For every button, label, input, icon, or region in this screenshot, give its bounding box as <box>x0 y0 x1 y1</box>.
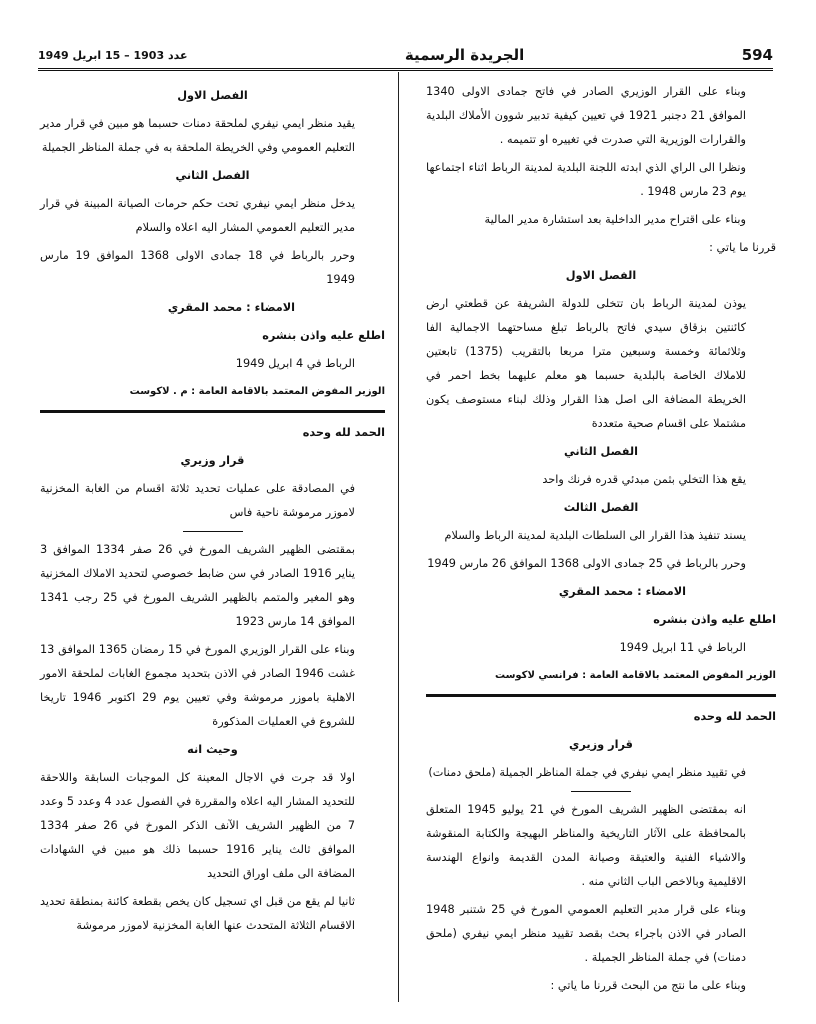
page-number: 594 <box>741 46 773 64</box>
right-column <box>426 80 776 1002</box>
chapter-title: الفصل الاول <box>565 269 637 282</box>
whereas: وحيث انه <box>187 743 238 756</box>
left-column <box>40 80 385 942</box>
seen-date: الرباط في 4 ابريل 1949 <box>235 357 355 370</box>
done-at: وحرر بالرباط في 25 جمادى الاولى 1368 الموافق 26 مارس 1949 <box>427 557 746 570</box>
paragraph: وبناء على ما نتج من البحث قررنا ما ياتي : <box>550 979 746 992</box>
paragraph: وبناء على اقتراح مدير الداخلية بعد استشارة مدير المالية <box>484 213 746 226</box>
paragraph: قررنا ما ياتي : <box>709 241 776 254</box>
column-divider <box>398 72 399 1002</box>
chapter-text: يوذن لمدينة الرباط بان تتخلى للدولة الشريفة عن قطعتي ارض كائنتين بزقاق سيدي فاتح بالرباط تبلغ مساحتهما الاجمالية الفا وثلاثمائة وخمسة وسبعين مترا مربعا بالتقريب (1375) تابعتين للاملاك الخاصة بالبلدية حسبما هو معلم عليهما بخط احمر في الخريطة المضافة الى اصل هذا القرار وذلك لبناء مستوصف يكون مشتملا على اقسام صحية متعددة <box>426 297 746 430</box>
paragraph: اولا قد جرت في الاجال المعينة كل الموجبات السابقة واللاحقة للتحديد المشار اليه اعلاه والمقررة في الفصول عدد 4 وعدد 5 وعدد 7 من الظهير الشريف الآنف الذكر المورخ في 26 صفر 1334 الموافق ثالث يناير 1916 حسبما ذلك هو مبين في الشهادات المضافة الى ملف اوراق التحديد <box>40 771 355 880</box>
section-divider <box>426 694 776 697</box>
paragraph: وبناء على القرار الوزيري المورخ في 15 رمضان 1365 الموافق 13 غشت 1946 الصادر في الاذن بتحديد مجموع الغابات لملحقة الامور الاهلية باموزر مرموشة وفي تعيين يوم 29 اكتوبر 1946 تاريخا للشروع في العمليات المذكورة <box>40 643 356 728</box>
chapter-title: الفصل الثاني <box>563 445 639 458</box>
paragraph: وبناء على قرار مدير التعليم العمومي المورخ في 25 شتنبر 1948 الصادر في الاذن باجراء بحث بقصد تقييد منظر ايمي نيفري (ملحق دمنات) في جملة المناظر الجميلة . <box>426 903 746 964</box>
gazette-title: الجريدة الرسمية <box>404 46 525 64</box>
masthead <box>38 42 773 71</box>
paragraph: بمقتضى الظهير الشريف المورخ في 26 صفر 1334 الموافق 3 يناير 1916 الصادر في سن ضابط خصوصي لتحديد الاملاك المخزنية وهو المغير والمتمم بالظهير الشريف المورخ في 25 رجب 1341 الموافق 14 مارس 1923 <box>40 543 356 628</box>
paragraph: ونظرا الى الراي الذي ابدته اللجنة البلدية لمدينة الرباط اثناء اجتماعها يوم 23 مارس 1948 . <box>426 161 746 198</box>
chapter-text: يدخل منظر ايمي نيفري تحت حكم حرمات الصيانة المبينة في قرار مدير التعليم العمومي المشار اليه اعلاه والسلام <box>40 197 355 234</box>
paragraph: انه بمقتضى الظهير الشريف المورخ في 21 يوليو 1945 المتعلق بالمحافظة على الآثار التاريخية والمناظر البهيجة والكتابة المنقوشة والاشياء الفنية والعتيقة وصيانة المدن القديمة وانواع الهندسة الاقليمية وبالاخص الباب الثاني منه . <box>426 803 746 888</box>
decree-subject: في تقييد منظر ايمي نيفري في جملة المناظر الجميلة (ملحق دمنات) <box>428 766 746 779</box>
seen-statement: اطلع عليه واذن بنشره <box>653 613 776 626</box>
section-divider <box>40 410 385 413</box>
decree-title: قرار وزيري <box>180 454 245 467</box>
seen-date: الرباط في 11 ابريل 1949 <box>619 641 746 654</box>
praise: الحمد لله وحده <box>693 710 776 723</box>
short-divider <box>183 531 243 532</box>
signer: الوزير المفوض المعتمد بالاقامة العامة : فرانسي لاكوست <box>494 670 776 681</box>
chapter-title: الفصل الثاني <box>175 169 250 182</box>
paragraph: وبناء على القرار الوزيري الصادر في فاتح جمادى الاولى 1340 الموافق 21 دجنبر 1921 في تعيين كيفية تدبير شوون الأملاك البلدية والقرارات الوزيرية التي صدرت في تغييره او تتميمه . <box>426 85 747 146</box>
chapter-title: الفصل الاول <box>177 89 248 102</box>
chapter-text: يقيد منظر ايمي نيفري لملحقة دمنات حسبما هو مبين في قرار مدير التعليم العمومي وفي الخريطة الملحقة به في جملة المناظر الجميلة <box>40 117 355 154</box>
signer: الوزير المفوض المعتمد بالاقامة العامة : م . لاكوست <box>129 386 385 397</box>
chapter-text: يسند تنفيذ هذا القرار الى السلطات البلدية لمدينة الرباط والسلام <box>444 529 746 542</box>
done-at: وحرر بالرباط في 18 جمادى الاولى 1368 الموافق 19 مارس 1949 <box>40 249 355 286</box>
signature: الامضاء : محمد المقري <box>558 585 686 598</box>
decree-subject: في المصادقة على عمليات تحديد ثلاثة اقسام من الغابة المخزنية لاموزر مرموشة ناحية فاس <box>40 482 355 519</box>
decree-title: قرار وزيري <box>569 738 633 751</box>
seen-statement: اطلع عليه واذن بنشره <box>262 329 385 342</box>
praise: الحمد لله وحده <box>302 426 385 439</box>
chapter-text: يقع هذا التخلي بثمن مبدئي قدره فرنك واحد <box>542 473 746 486</box>
issue-info: عدد 1903 – 15 ابريل 1949 <box>38 48 188 62</box>
chapter-title: الفصل الثالث <box>563 501 639 514</box>
short-divider <box>571 791 631 792</box>
paragraph: ثانيا لم يقع من قبل اي تسجيل كان يخص بقطعة كائنة بمنطقة تحديد الاقسام الثلاثة المتحدث عنها الغابة المخزنية لاموزر مرموشة <box>40 895 355 932</box>
signature: الامضاء : محمد المقري <box>167 301 295 314</box>
